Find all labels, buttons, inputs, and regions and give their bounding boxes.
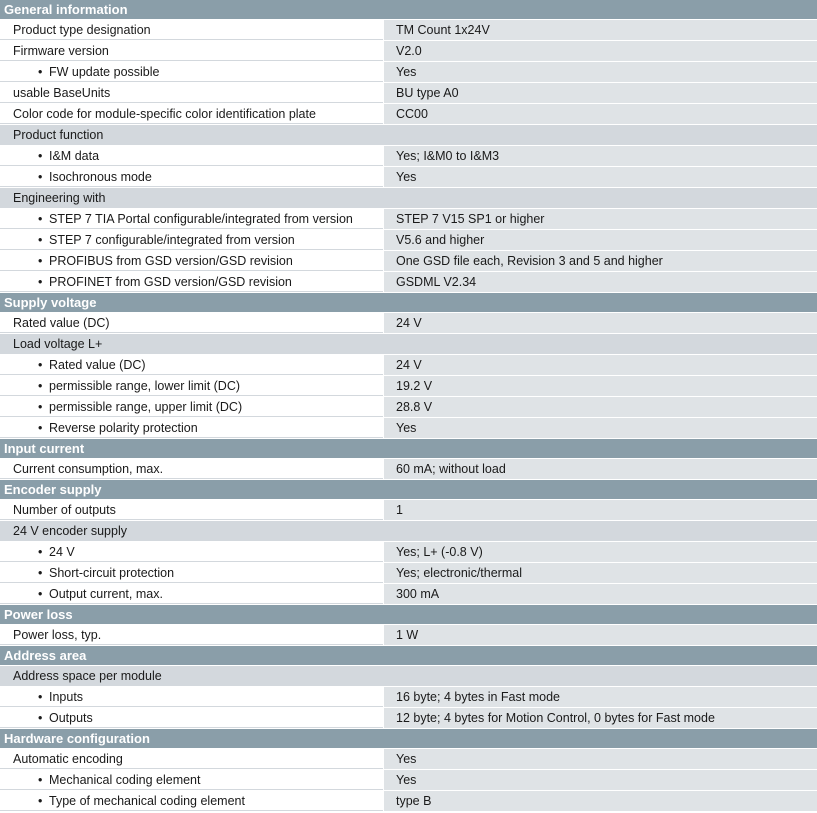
spec-label-cell (0, 542, 383, 562)
spec-label-cell (0, 146, 383, 166)
spec-row (0, 418, 817, 439)
spec-label: Rated value (DC) (49, 358, 146, 372)
subgroup-header: 24 V encoder supply (0, 521, 817, 542)
spec-label: FW update possible (49, 65, 160, 79)
spec-label-cell (0, 584, 383, 604)
spec-label-cell (0, 563, 383, 583)
subgroup-header: Product function (0, 125, 817, 146)
spec-value: 1 W (383, 625, 817, 645)
spec-row (0, 542, 817, 563)
spec-row (0, 355, 817, 376)
spec-label-cell (0, 376, 383, 396)
spec-row (0, 749, 817, 770)
spec-label: Firmware version (13, 44, 109, 58)
spec-label: Automatic encoding (13, 752, 123, 766)
spec-value: Yes (383, 418, 817, 438)
bullet-icon: • (38, 566, 43, 580)
spec-label-cell (0, 167, 383, 187)
spec-label-cell (0, 625, 383, 645)
spec-label: Product type designation (13, 23, 151, 37)
spec-label-cell (0, 500, 383, 520)
bullet-icon: • (38, 358, 43, 372)
spec-value: BU type A0 (383, 83, 817, 103)
spec-label: Color code for module-specific color identification plate (13, 107, 316, 121)
spec-value: Yes (383, 749, 817, 769)
spec-value: Yes (383, 770, 817, 790)
bullet-icon: • (38, 254, 43, 268)
spec-row (0, 104, 817, 125)
spec-label-cell (0, 251, 383, 271)
bullet-icon: • (38, 421, 43, 435)
spec-row (0, 209, 817, 230)
spec-row (0, 708, 817, 729)
spec-row (0, 41, 817, 62)
spec-label: Rated value (DC) (13, 316, 110, 330)
section-header: Encoder supply (0, 480, 817, 500)
spec-label: Number of outputs (13, 503, 116, 517)
spec-label-cell (0, 230, 383, 250)
spec-row (0, 146, 817, 167)
spec-label-cell (0, 770, 383, 790)
bullet-icon: • (38, 773, 43, 787)
bullet-icon: • (38, 711, 43, 725)
spec-label: PROFIBUS from GSD version/GSD revision (49, 254, 293, 268)
spec-value: V5.6 and higher (383, 230, 817, 250)
spec-label: permissible range, lower limit (DC) (49, 379, 241, 393)
spec-label: Outputs (49, 711, 93, 725)
spec-row (0, 791, 817, 812)
spec-label: Power loss, typ. (13, 628, 102, 642)
spec-label: Mechanical coding element (49, 773, 201, 787)
spec-row (0, 272, 817, 293)
spec-value: STEP 7 V15 SP1 or higher (383, 209, 817, 229)
spec-value: 12 byte; 4 bytes for Motion Control, 0 bytes for Fast mode (383, 708, 817, 728)
spec-row (0, 770, 817, 791)
spec-label-cell (0, 749, 383, 769)
bullet-icon: • (38, 690, 43, 704)
spec-row (0, 62, 817, 83)
bullet-icon: • (38, 275, 43, 289)
spec-row (0, 230, 817, 251)
spec-value: 1 (383, 500, 817, 520)
spec-label: STEP 7 TIA Portal configurable/integrated from version (49, 212, 353, 226)
bullet-icon: • (38, 212, 43, 226)
spec-value: type B (383, 791, 817, 811)
bullet-icon: • (38, 545, 43, 559)
section-header: Input current (0, 439, 817, 459)
spec-value: CC00 (383, 104, 817, 124)
spec-value: Yes; I&M0 to I&M3 (383, 146, 817, 166)
bullet-icon: • (38, 794, 43, 808)
spec-value: 19.2 V (383, 376, 817, 396)
spec-row (0, 313, 817, 334)
spec-row (0, 83, 817, 104)
spec-label: permissible range, upper limit (DC) (49, 400, 243, 414)
spec-row (0, 563, 817, 584)
spec-label-cell (0, 791, 383, 811)
spec-label-cell (0, 272, 383, 292)
spec-row (0, 251, 817, 272)
spec-label-cell (0, 397, 383, 417)
section-header: Supply voltage (0, 293, 817, 313)
bullet-icon: • (38, 400, 43, 414)
spec-label-cell (0, 459, 383, 479)
spec-label: Type of mechanical coding element (49, 794, 245, 808)
spec-label: Reverse polarity protection (49, 421, 198, 435)
spec-label-cell (0, 20, 383, 40)
spec-label: Inputs (49, 690, 84, 704)
bullet-icon: • (38, 233, 43, 247)
spec-value: 60 mA; without load (383, 459, 817, 479)
spec-row (0, 459, 817, 480)
subgroup-header: Load voltage L+ (0, 334, 817, 355)
section-header: Hardware configuration (0, 729, 817, 749)
spec-row (0, 376, 817, 397)
spec-label-cell (0, 41, 383, 61)
bullet-icon: • (38, 587, 43, 601)
spec-row (0, 167, 817, 188)
spec-row (0, 584, 817, 605)
spec-value: Yes (383, 62, 817, 82)
spec-value: Yes; electronic/thermal (383, 563, 817, 583)
bullet-icon: • (38, 379, 43, 393)
spec-label: Short-circuit protection (49, 566, 175, 580)
spec-label: I&M data (49, 149, 100, 163)
spec-value: 24 V (383, 313, 817, 333)
spec-value: V2.0 (383, 41, 817, 61)
spec-label-cell (0, 62, 383, 82)
bullet-icon: • (38, 65, 43, 79)
subgroup-header: Address space per module (0, 666, 817, 687)
section-header: Address area (0, 646, 817, 666)
spec-value: Yes; L+ (-0.8 V) (383, 542, 817, 562)
spec-label: Current consumption, max. (13, 462, 164, 476)
spec-value: 28.8 V (383, 397, 817, 417)
spec-label: usable BaseUnits (13, 86, 111, 100)
spec-row (0, 500, 817, 521)
spec-label: 24 V (49, 545, 75, 559)
spec-value: 24 V (383, 355, 817, 375)
spec-value: 16 byte; 4 bytes in Fast mode (383, 687, 817, 707)
spec-label-cell (0, 83, 383, 103)
spec-row (0, 687, 817, 708)
spec-label: STEP 7 configurable/integrated from version (49, 233, 295, 247)
spec-label-cell (0, 687, 383, 707)
spec-label: PROFINET from GSD version/GSD revision (49, 275, 292, 289)
spec-row (0, 625, 817, 646)
spec-label-cell (0, 104, 383, 124)
spec-row (0, 397, 817, 418)
spec-label: Output current, max. (49, 587, 163, 601)
bullet-icon: • (38, 149, 43, 163)
spec-label-cell (0, 355, 383, 375)
spec-row (0, 20, 817, 41)
bullet-icon: • (38, 170, 43, 184)
spec-value: GSDML V2.34 (383, 272, 817, 292)
spec-value: Yes (383, 167, 817, 187)
spec-label: Isochronous mode (49, 170, 152, 184)
spec-value: TM Count 1x24V (383, 20, 817, 40)
section-header: General information (0, 0, 817, 20)
spec-label-cell (0, 708, 383, 728)
spec-value: One GSD file each, Revision 3 and 5 and higher (383, 251, 817, 271)
spec-value: 300 mA (383, 584, 817, 604)
spec-label-cell (0, 418, 383, 438)
subgroup-header: Engineering with (0, 188, 817, 209)
spec-label-cell (0, 313, 383, 333)
spec-label-cell (0, 209, 383, 229)
section-header: Power loss (0, 605, 817, 625)
